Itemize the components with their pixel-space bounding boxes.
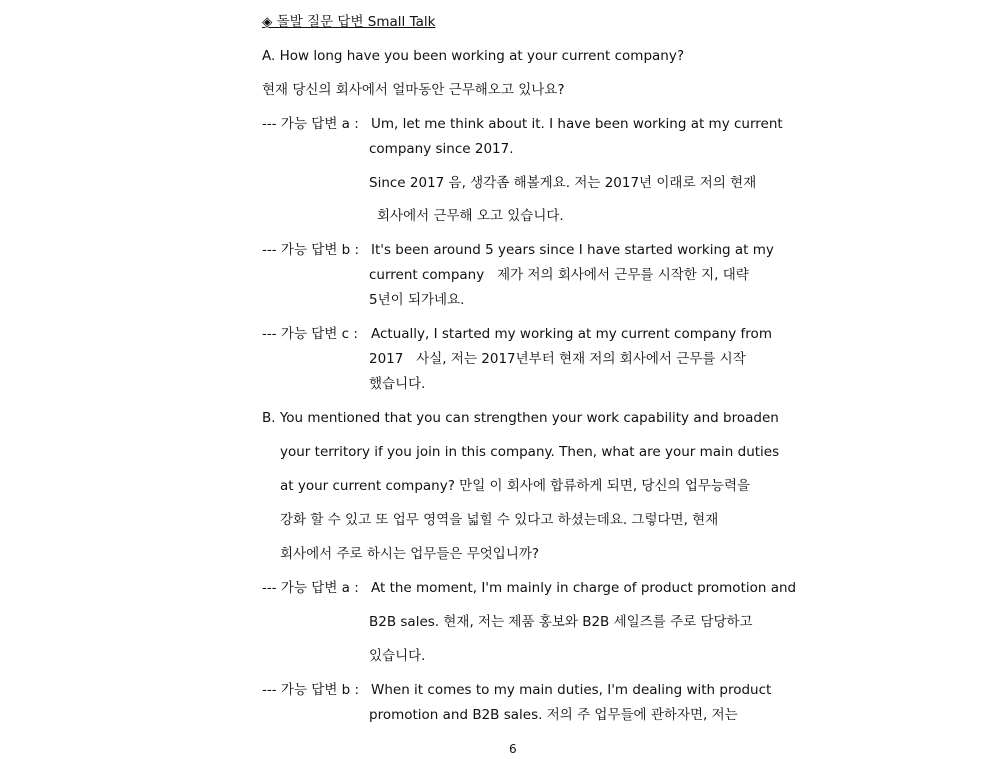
- answer-line: B2B sales. 현재, 저는 제품 홍보와 B2B 세일즈를 주로 담당하고: [369, 614, 753, 630]
- page-title: ◈ 돌발 질문 답변 Small Talk: [262, 14, 436, 30]
- answer-line: Um, let me think about it. I have been working at my current: [371, 116, 783, 132]
- question-b-line: 강화 할 수 있고 또 업무 영역을 넓힐 수 있다고 하셨는데요. 그렇다면, 현재: [280, 512, 719, 528]
- answer-label: --- 가능 답변 b :: [262, 682, 360, 698]
- answer-label: --- 가능 답변 c :: [262, 326, 358, 342]
- answer-label: --- 가능 답변 a :: [262, 580, 359, 596]
- question-b-line: at your current company? 만일 이 회사에 합류하게 되면, 당신의 업무능력을: [280, 478, 751, 494]
- answer-line: Actually, I started my working at my current company from: [371, 326, 772, 342]
- answer-line: 5년이 되가네요.: [369, 292, 465, 308]
- answer-line: 2017 사실, 저는 2017년부터 현재 저의 회사에서 근무를 시작: [369, 351, 746, 367]
- question-b: B. You mentioned that you can strengthen your work capability and broaden: [262, 410, 779, 426]
- answer-line: It's been around 5 years since I have started working at my: [371, 242, 774, 258]
- answer-line: 회사에서 근무해 오고 있습니다.: [377, 208, 564, 224]
- question-b-line: 회사에서 주로 하시는 업무들은 무엇입니까?: [280, 546, 540, 562]
- answer-line: When it comes to my main duties, I'm dealing with product: [371, 682, 772, 698]
- question-a: A. How long have you been working at your current company?: [262, 48, 685, 64]
- answer-line: 했습니다.: [369, 376, 426, 392]
- question-a-korean: 현재 당신의 회사에서 얼마동안 근무해오고 있나요?: [262, 82, 565, 98]
- answer-label: --- 가능 답변 a :: [262, 116, 359, 132]
- answer-line: At the moment, I'm mainly in charge of product promotion and: [371, 580, 797, 596]
- answer-label: --- 가능 답변 b :: [262, 242, 360, 258]
- answer-line: 있습니다.: [369, 648, 426, 664]
- page-number: 6: [509, 742, 517, 756]
- question-b-line: your territory if you join in this company. Then, what are your main duties: [280, 444, 780, 460]
- answer-line: promotion and B2B sales. 저의 주 업무들에 관하자면, 저는: [369, 707, 738, 723]
- answer-line: current company 제가 저의 회사에서 근무를 시작한 지, 대략: [369, 267, 749, 283]
- answer-line: company since 2017.: [369, 141, 514, 157]
- answer-line: Since 2017 음, 생각좀 해볼게요. 저는 2017년 이래로 저의 현재: [369, 175, 757, 191]
